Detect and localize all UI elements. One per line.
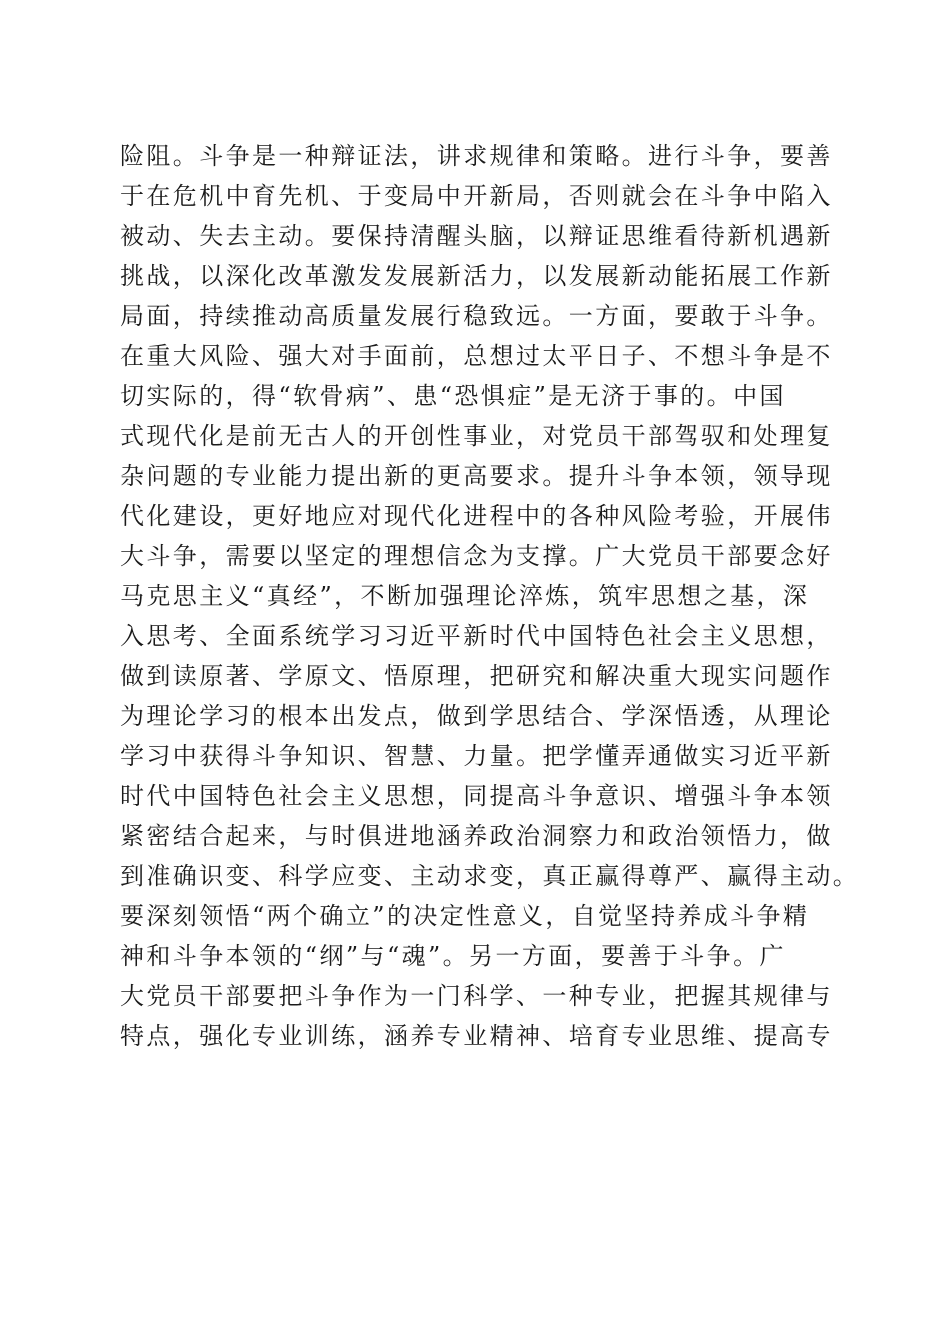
text-line-9: 杂问题的专业能力提出新的更高要求。提升斗争本领，领导现 <box>120 462 833 490</box>
text-line-12: 马克思主义“真经”，不断加强理论淬炼，筑牢思想之基，深 <box>120 582 810 610</box>
text-line-17: 时代中国特色社会主义思想，同提高斗争意识、增强斗争本领 <box>120 782 833 810</box>
text-line-6: 在重大风险、强大对手面前，总想过太平日子、不想斗争是不 <box>120 342 833 370</box>
text-line-15: 为理论学习的根本出发点，做到学思结合、学深悟透，从理论 <box>120 702 833 730</box>
body-text <box>120 136 860 1056</box>
text-line-3: 被动、失去主动。要保持清醒头脑，以辩证思维看待新机遇新 <box>120 222 833 250</box>
text-line-4: 挑战，以深化改革激发发展新活力，以发展新动能拓展工作新 <box>120 262 833 290</box>
text-line-19: 到准确识变、科学应变、主动求变，真正赢得尊严、赢得主动。 <box>120 862 860 890</box>
text-line-18: 紧密结合起来，与时俱进地涵养政治洞察力和政治领悟力，做 <box>120 822 833 850</box>
text-line-16: 学习中获得斗争知识、智慧、力量。把学懂弄通做实习近平新 <box>120 742 833 770</box>
text-line-13: 入思考、全面系统学习习近平新时代中国特色社会主义思想， <box>120 622 833 650</box>
text-line-21: 神和斗争本领的“纲”与“魂”。另一方面，要善于斗争。广 <box>120 942 786 970</box>
text-line-14: 做到读原著、学原文、悟原理，把研究和解决重大现实问题作 <box>120 662 833 690</box>
text-line-5: 局面，持续推动高质量发展行稳致远。一方面，要敢于斗争。 <box>120 302 833 330</box>
text-line-2: 于在危机中育先机、于变局中开新局，否则就会在斗争中陷入 <box>120 182 833 210</box>
text-line-11: 大斗争，需要以坚定的理想信念为支撑。广大党员干部要念好 <box>120 542 833 570</box>
text-line-1: 险阻。斗争是一种辩证法，讲求规律和策略。进行斗争，要善 <box>120 142 833 170</box>
text-line-23: 特点，强化专业训练，涵养专业精神、培育专业思维、提高专 <box>120 1022 833 1050</box>
text-line-8: 式现代化是前无古人的开创性事业，对党员干部驾驭和处理复 <box>120 422 833 450</box>
text-line-20: 要深刻领悟“两个确立”的决定性意义，自觉坚持养成斗争精 <box>120 902 810 930</box>
text-line-10: 代化建设，更好地应对现代化进程中的各种风险考验，开展伟 <box>120 502 833 530</box>
text-line-7: 切实际的，得“软骨病”、患“恐惧症”是无济于事的。中国 <box>120 382 786 410</box>
text-line-22: 大党员干部要把斗争作为一门科学、一种专业，把握其规律与 <box>120 982 833 1010</box>
